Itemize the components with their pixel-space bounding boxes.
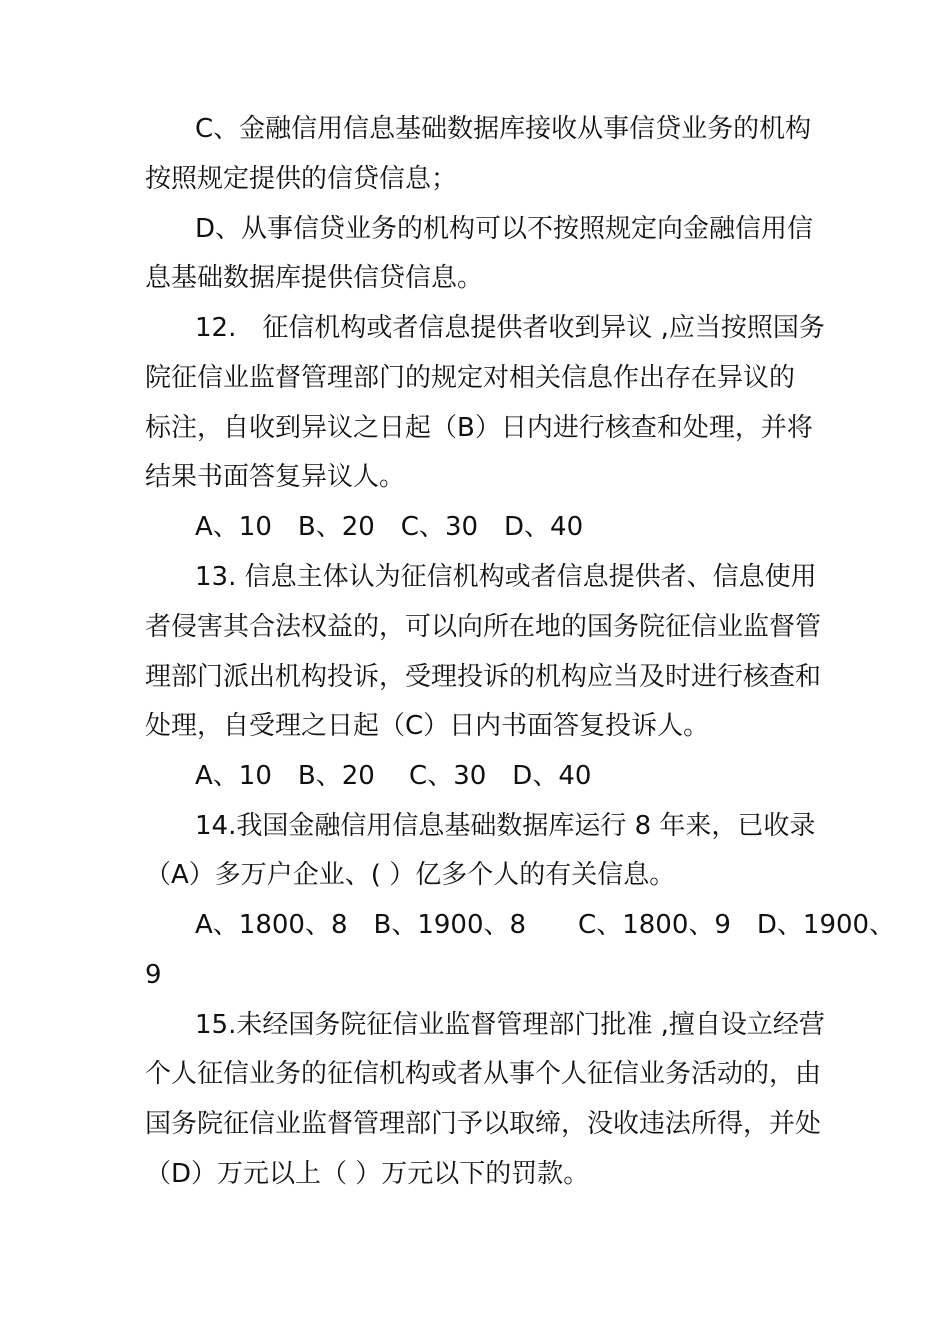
text-line: 处理，自受理之日起（C）日内书面答复投诉人。 — [145, 711, 710, 741]
text-line: （D）万元以上（ ）万元以下的罚款。 — [145, 1159, 590, 1189]
text-line: 息基础数据库提供信贷信息。 — [145, 263, 484, 293]
options-line: 9 — [145, 960, 162, 990]
text-line: 标注，自收到异议之日起（B）日内进行核查和处理，并将 — [145, 413, 813, 443]
text-line: 结果书面答复异议人。 — [145, 462, 406, 492]
text-line: 理部门派出机构投诉，受理投诉的机构应当及时进行核查和 — [145, 662, 822, 692]
options-line: A、1800、8 B、1900、8 C、1800、9 D、1900、 — [195, 910, 896, 940]
text-line: 院征信业监督管理部门的规定对相关信息作出存在异议的 — [145, 363, 796, 393]
options-line: A、10 B、20 C、30 D、40 — [195, 761, 592, 791]
text-line: 者侵害其合法权益的，可以向所在地的国务院征信业监督管 — [145, 612, 822, 642]
text-line: 个人征信业务的征信机构或者从事个人征信业务活动的，由 — [145, 1059, 822, 1089]
text-line: （A）多万户企业、( ）亿多个人的有关信息。 — [145, 860, 676, 890]
text-line: 国务院征信业监督管理部门予以取缔，没收违法所得，并处 — [145, 1109, 822, 1139]
text-line: C、金融信用信息基础数据库接收从事信贷业务的机构 — [195, 114, 812, 144]
text-line: 15.未经国务院征信业监督管理部门批准 ,擅自设立经营 — [195, 1010, 825, 1040]
text-line: 按照规定提供的信贷信息； — [145, 164, 458, 194]
text-line: 12. 征信机构或者信息提供者收到异议 ,应当按照国务 — [195, 313, 825, 343]
options-line: A、10 B、20 C、30 D、40 — [195, 512, 584, 542]
text-line: 13. 信息主体认为征信机构或者信息提供者、信息使用 — [195, 562, 817, 592]
text-line: D、从事信贷业务的机构可以不按照规定向金融信用信 — [195, 214, 814, 244]
text-line: 14.我国金融信用信息基础数据库运行 8 年来，已收录 — [195, 811, 816, 841]
